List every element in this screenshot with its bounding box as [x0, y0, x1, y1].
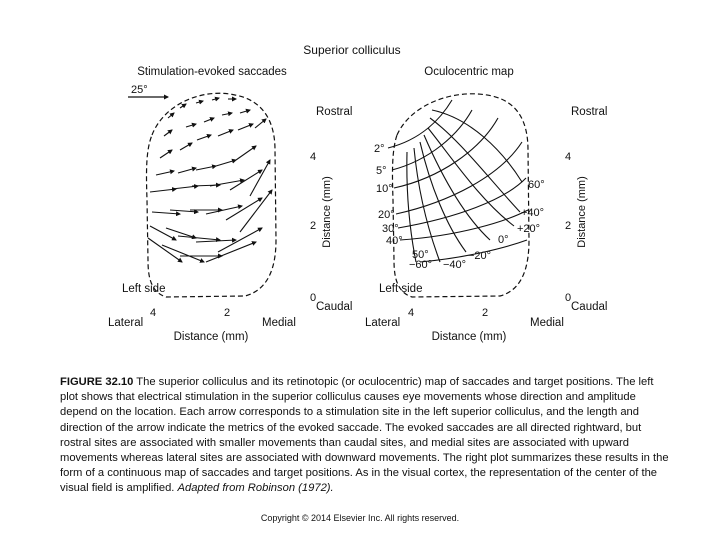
amp-label-30: 30°: [382, 223, 399, 235]
dir-label-40down: −40°: [443, 259, 467, 271]
saccade-arrow: [210, 180, 244, 186]
medial-label: Medial: [262, 317, 296, 329]
amp-label-10: 10°: [376, 183, 393, 195]
lateral-label: Lateral: [108, 317, 144, 329]
dir-label-20down: −20°: [468, 250, 492, 262]
saccade-arrow: [150, 226, 176, 240]
x-tick-2: 2: [223, 307, 231, 319]
iso-line-40deg: [400, 210, 528, 240]
medial-label: Medial: [530, 317, 564, 329]
dir-label-60: 60°: [528, 179, 545, 191]
iso-line-60up: [432, 110, 522, 182]
left-panel: [108, 84, 352, 343]
side-label: Left side: [122, 283, 166, 295]
copyright-notice: Copyright © 2014 Elsevier Inc. All rights reserved.: [260, 513, 460, 523]
saccade-arrow: [250, 160, 270, 196]
figure-main-title: Superior colliculus: [303, 43, 401, 57]
iso-line-40up: [430, 118, 520, 212]
y-tick-2: 2: [565, 220, 572, 232]
saccade-arrow: [218, 130, 233, 136]
left-panel-title: Stimulation-evoked saccades: [137, 66, 287, 78]
right-panel-title: Oculocentric map: [424, 66, 514, 78]
saccade-arrow: [156, 171, 174, 175]
saccade-arrow: [180, 104, 186, 108]
saccade-arrow: [212, 98, 219, 100]
saccade-arrow: [236, 146, 256, 160]
amp-label-50: 50°: [412, 249, 429, 261]
y-tick-4: 4: [310, 151, 317, 163]
saccade-arrows: [148, 98, 272, 262]
y-tick-2: 2: [310, 220, 317, 232]
scale-bar-label: 25°: [131, 84, 148, 96]
saccade-arrow: [148, 238, 182, 262]
saccade-arrow: [196, 240, 236, 242]
caption-body: The superior colliculus and its retinotopic (or oculocentric) map of saccades and target positions. The left plot shows that electrical stimulation in the superior colliculus causes eye movements whose direction and amplitude depend on the location. Each arrow corresponds to a stimulation site in the left superior colliculus, and the length and direction of the arrow indicate the metrics of the evoked saccade. The evoked saccades are all directed rightward, but rostral sites are associated with smaller movements than caudal sites, and medial sites are associated with upward movements whereas lateral sites are associated with downward movements. The right plot summarizes these results in the form of a continuous map of saccades and target positions. As in the visual cortex, the representation of the center of the visual field is amplified.: [60, 376, 669, 495]
saccade-arrow: [226, 198, 262, 220]
saccade-arrow: [186, 124, 196, 127]
saccade-arrow: [160, 150, 172, 158]
saccade-arrow: [230, 170, 262, 190]
rostral-label: Rostral: [316, 106, 353, 118]
x-tick-2: 2: [481, 307, 489, 319]
figure-caption: [60, 375, 670, 497]
amp-label-20: 20°: [378, 209, 395, 221]
saccade-arrow: [152, 212, 180, 214]
saccade-arrow: [216, 160, 236, 166]
y-tick-0: 0: [565, 292, 572, 304]
lateral-label: Lateral: [365, 317, 401, 329]
amp-label-5: 5°: [376, 165, 387, 177]
x-axis-label: Distance (mm): [431, 331, 507, 343]
iso-line-2deg: [388, 100, 452, 148]
iso-line-20up: [428, 128, 514, 226]
saccade-arrow: [178, 236, 220, 240]
y-tick-0: 0: [310, 292, 317, 304]
caption-source: Adapted from Robinson (1972).: [177, 482, 334, 495]
right-panel: [365, 94, 607, 343]
dir-label-0: 0°: [498, 234, 509, 246]
dir-label-40up: +40°: [521, 207, 545, 219]
iso-line-10deg: [394, 118, 498, 188]
saccade-arrow: [240, 190, 272, 232]
saccade-arrow: [196, 166, 216, 170]
y-axis-label: Distance (mm): [576, 176, 588, 248]
saccade-arrow: [164, 130, 172, 136]
x-tick-4: 4: [407, 307, 415, 319]
saccade-arrow: [197, 135, 211, 140]
saccade-arrow: [204, 118, 214, 122]
dir-label-60down: −60°: [409, 259, 433, 271]
saccade-arrow: [168, 113, 174, 118]
y-axis-label: Distance (mm): [321, 176, 333, 248]
figure-label: FIGURE 32.10: [60, 376, 134, 388]
y-tick-4: 4: [565, 151, 572, 163]
saccade-arrow: [255, 119, 266, 128]
caudal-label: Caudal: [316, 301, 353, 313]
amp-label-40: 40°: [386, 235, 403, 247]
saccade-arrow: [238, 124, 253, 130]
saccade-arrow: [180, 143, 192, 150]
side-label: Left side: [379, 283, 423, 295]
x-axis-label: Distance (mm): [173, 331, 249, 343]
dir-label-20up: +20°: [517, 223, 541, 235]
caudal-label: Caudal: [571, 301, 608, 313]
saccade-arrow: [196, 101, 203, 103]
saccade-arrow: [162, 245, 204, 262]
amp-label-2: 2°: [374, 143, 385, 155]
saccade-arrow: [178, 168, 196, 173]
saccade-arrow: [222, 113, 232, 115]
iso-line-60down: [407, 152, 416, 262]
colliculus-outline-left: [147, 93, 276, 297]
saccade-arrow: [240, 110, 250, 113]
x-tick-4: 4: [149, 307, 157, 319]
rostral-label: Rostral: [571, 106, 608, 118]
